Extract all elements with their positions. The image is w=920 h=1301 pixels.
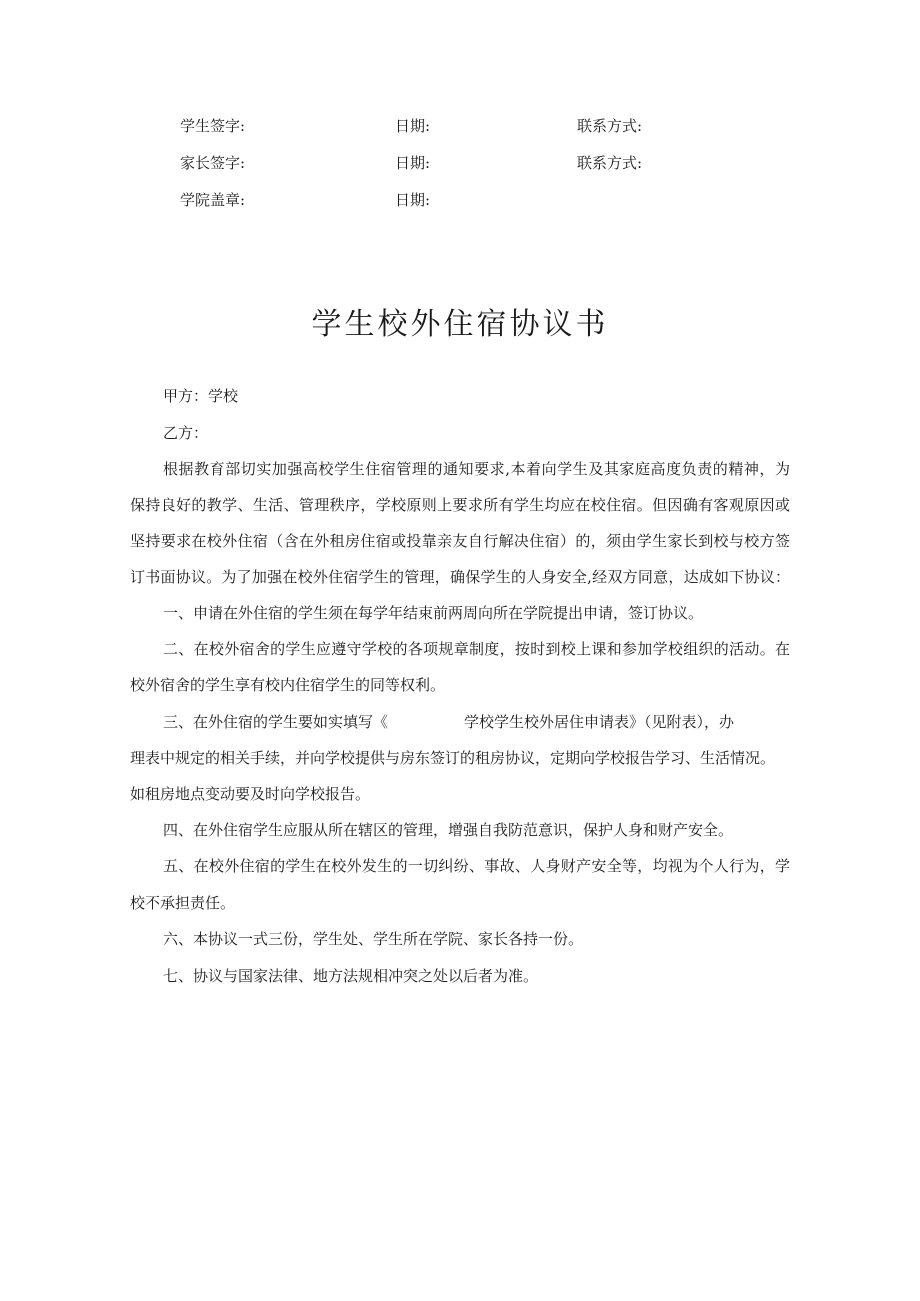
student-signature-label: 学生签字:	[180, 117, 246, 135]
clause-3-part-b: 学校学生校外居住申请表》（见附表），办	[464, 713, 735, 731]
parent-signature-label: 家长签字:	[180, 154, 246, 172]
page-title: 学生校外住宿协议书	[311, 307, 609, 342]
intro-line-1: 根据教育部切实加强高校学生住宿管理的通知要求,本着向学生及其家庭高度负责的精神，为	[163, 460, 790, 478]
clause-5-line-1: 五、在校外住宿的学生在校外发生的一切纠纷、事故、人身财产安全等，均视为个人行为，学	[163, 857, 790, 875]
college-seal-label: 学院盖章:	[180, 191, 246, 209]
parent-contact-label: 联系方式:	[577, 154, 643, 172]
student-contact-label: 联系方式:	[577, 117, 643, 135]
party-b: 乙方：	[163, 424, 209, 442]
intro-line-2: 保持良好的教学、生活、管理秩序，学校原则上要求所有学生均应在校住宿。但因确有客观原因或	[130, 496, 790, 514]
clause-3-part-a: 三、在外住宿的学生要如实填写《	[163, 713, 389, 731]
party-a: 甲方：学校	[163, 387, 239, 405]
clause-4: 四、在外住宿学生应服从所在辖区的管理，增强自我防范意识，保护人身和财产安全。	[163, 821, 734, 839]
college-date-label: 日期:	[395, 191, 431, 209]
clause-2-line-1: 二、在校外宿舍的学生应遵守学校的各项规章制度，按时到校上课和参加学校组织的活动。在	[163, 640, 790, 658]
clause-3-line-3: 如租房地点变动要及时向学校报告。	[130, 785, 371, 803]
parent-date-label: 日期:	[395, 154, 431, 172]
clause-5-line-2: 校不承担责任。	[130, 894, 236, 912]
clause-1: 一、申请在外住宿的学生须在每学年结束前两周向所在学院提出申请，签订协议。	[163, 604, 704, 622]
intro-line-4: 订书面协议。为了加强在校外住宿学生的管理，确保学生的人身安全,经双方同意，达成如下协议：	[130, 568, 790, 586]
clause-3-line-2: 理表中规定的相关手续，并向学校提供与房东签订的租房协议，定期向学校报告学习、生活情况。	[130, 749, 776, 767]
student-date-label: 日期:	[395, 117, 431, 135]
clause-7: 七、协议与国家法律、地方法规相冲突之处以后者为准。	[163, 967, 539, 985]
clause-6: 六、本协议一式三份，学生处、学生所在学院、家长各持一份。	[163, 930, 584, 948]
intro-line-3: 坚持要求在校外住宿（含在外租房住宿或投靠亲友自行解决住宿）的，须由学生家长到校与校方签	[130, 532, 790, 550]
clause-3-line-1	[163, 712, 734, 732]
clause-2-line-2: 校外宿舍的学生享有校内住宿学生的同等权利。	[130, 676, 446, 694]
